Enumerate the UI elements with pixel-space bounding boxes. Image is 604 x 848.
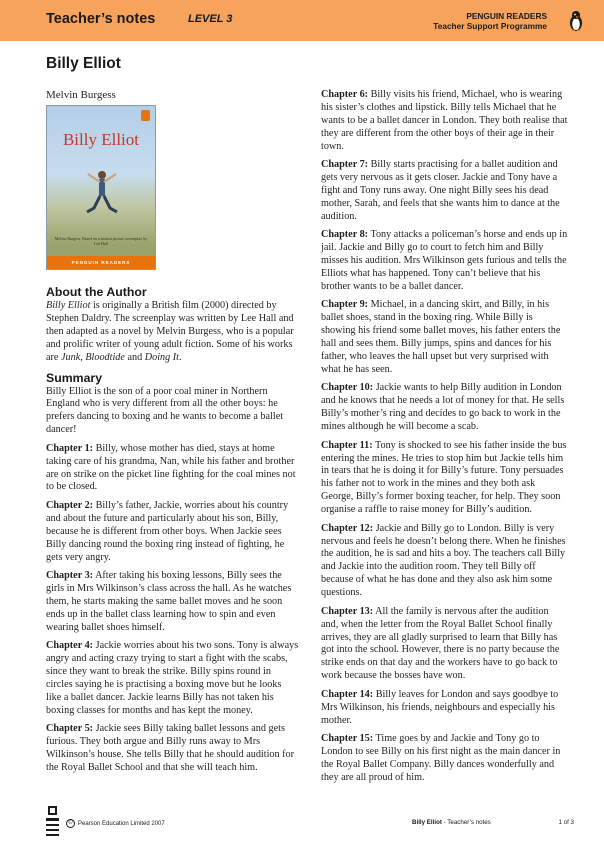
about-heading: About the Author [46,285,147,299]
chapter-label: Chapter 12: [321,522,374,534]
chapter-summary [321,229,568,294]
book-author: Melvin Burgess [46,89,116,101]
summary-intro: Billy Elliot is the son of a poor coal miner in Northern England who is very different from all the other boys: he prefers dancing to boxing and he wants to become a ballet dancer! [46,385,284,436]
header-title: Teacher’s notes [46,11,156,27]
copyright [66,819,165,828]
chapter-label: Chapter 15: [321,733,374,745]
cover-credit: Melvin Burgess. Based on a motion picture screenplay by Lee Hall [54,236,148,246]
chapter-text: Jackie and Billy go to London. Billy is very nervous and feels he doesn’t belong there. When he finishes the audition, he is sad and hits a boy. The teachers call Billy and Jackie into the audition room. They tell Billy off because of what he has done and they also ask him some questions. [321,522,566,599]
chapter-list-right [321,89,568,785]
chapter-label: Chapter 13: [321,605,374,617]
chapter-label: Chapter 7: [321,159,369,171]
cover-series-band: PENGUIN READERS [47,256,155,269]
header-level: LEVEL 3 [188,13,233,25]
chapter-text: Tony is shocked to see his father inside the bus entering the mines. He tries to stop him but Jackie tells him in tears that he is doing it for Billy’s future. Tony persuades his father not to work in the mines and they both ask George, Billy’s former boxing teacher, for help. They soon organise a raffle to raise money for Billy’s audition. [321,439,567,516]
chapter-text: Billy visits his friend, Michael, who is wearing his sister’s clothes and lipstick. Billy tells Michael that he wants to be a ballet dancer in London. They both realise that they are different from the other boys of their age in their town. [321,89,568,152]
about-film-title: Billy Elliot [46,300,91,311]
chapter-label: Chapter 3: [46,570,94,582]
page-footer [0,800,604,848]
chapter-list-left [46,443,299,775]
chapter-summary [321,733,568,785]
series-line-2: Teacher Support Programme [433,21,547,31]
chapter-text: After taking his boxing lessons, Billy sees the girls in Mrs Wilkinson’s class across the hall. As he watches them, he starts making the same ballet moves and he soon ends up in the ballet class learning how to spin and even wearing ballet shoes himself. [46,570,292,633]
chapter-text: Jackie worries about his two sons. Tony is always angry and acting crazy trying to start a fight with the scabs, since they want to break the strike. Billy spins round in circles saying he is practising a boxing move but he looks like a ballet dancer. Jackie learns Billy has not taken his boxing classes for months and has kept the money. [46,640,299,716]
chapter-summary [46,723,299,775]
chapter-label: Chapter 14: [321,688,374,700]
left-column [46,285,299,780]
page-header [0,0,604,41]
chapter-summary [321,689,568,728]
chapter-summary [321,440,568,517]
chapter-summary [321,382,568,434]
chapter-text: Billy’s father, Jackie, worries about his country and about the future and particularly about his son, Billy, because he is different from other boys. When Jackie sees Billy dancing round the boxing ring instead of fighting, he gets very angry. [46,499,289,563]
book-title: Billy Elliot [46,55,121,72]
chapter-text: Jackie wants to help Billy audition in London and he knows that he needs a lot of money for that. He sells Billy’s mother’s ring and decides to go back to work in the mines although he will become a scab. [321,382,565,433]
chapter-text: Billy, whose mother has died, stays at home taking care of his grandma, Nan, while his father and brother are on strike on the picket line fighting for the coal mines not to be closed. [46,442,296,493]
chapter-label: Chapter 1: [46,442,94,454]
chapter-summary [46,443,299,495]
chapter-label: Chapter 8: [321,229,369,241]
chapter-label: Chapter 6: [321,89,369,100]
chapter-label: Chapter 11: [321,439,373,451]
chapter-text: Time goes by and Jackie and Tony go to London to see Billy on his first night as the main dancer in the Royal Ballet Company. Billy dances wonderfully and they are all proud of him. [321,733,561,783]
chapter-summary [46,500,299,565]
pearson-logo [46,804,59,842]
chapter-label: Chapter 4: [46,640,94,652]
chapter-summary [321,299,568,376]
series-line-1: PENGUIN READERS [466,11,547,21]
penguin-icon [566,10,586,32]
chapter-text: Jackie sees Billy taking ballet lessons and gets furious. They both argue and Billy runs away to Mrs Wilkinson’s house. She tells Billy that he should audition for the Royal Ballet School and that she will teach him. [46,723,295,773]
cover-title: Billy Elliot [62,130,140,149]
chapter-text: Billy leaves for London and says goodbye to Mrs Wilkinson, his friends, neighbours and especially his mother. [321,688,559,726]
jumping-boy-image [84,168,120,216]
chapter-label: Chapter 5: [46,723,94,735]
chapter-label: Chapter 10: [321,382,374,394]
chapter-summary [46,640,299,717]
right-column [321,89,568,790]
book-cover [46,105,156,270]
chapter-summary [321,89,568,154]
chapter-text: Tony attacks a policeman’s horse and ends up in jail. Jackie and Billy go to court to fetch him and Billy misses his audition. Mrs Wilkinson gets furious and tells the Elliots what has happened. Tony can’t believe that his brother wants to be a ballet dancer. [321,229,568,292]
copyright-text: Pearson Education Limited 2007 [78,821,165,828]
chapter-label: Chapter 9: [321,299,369,311]
summary-heading: Summary [46,370,103,385]
footer-book-label [412,819,491,826]
chapter-text: Billy starts practising for a ballet audition and gets very nervous as it gets closer. Jackie and Tony have a fight and Tony runs away. One night Billy sees his dead mother, Sarah, and feels that she wants him to dance at the audition. [321,159,560,222]
series-name [433,11,547,31]
cover-penguin-logo [141,110,150,121]
chapter-text: Michael, in a dancing skirt, and Billy, in his ballet shoes, stand in the boxing ring. While Billy is showing his friend some ballet moves, his father enters the hall and sees them. Billy jumps, spins and dances for his father, who leaves the hall upset but very surprised with what he has seen. [321,299,561,375]
copyright-icon: © [66,819,75,828]
chapter-summary [321,159,568,224]
about-text: Billy Elliot is originally a British film (2000) directed by Stephen Daldry. The screenplay was written by Lee Hall and then adapted as a novel by Melvin Burgess, who is a popular and prolific writer of young adult fiction. Some of his works are Junk, Bloodtide and Doing It. [46,300,294,363]
chapter-label: Chapter 2: [46,499,94,511]
page-number: 1 of 3 [558,819,574,826]
footer-doc-label: - Teacher’s notes [441,819,491,826]
chapter-summary [321,606,568,683]
chapter-summary [46,570,299,635]
footer-book-title: Billy Elliot [412,819,442,826]
chapter-text: All the family is nervous after the audition and, when the letter from the Royal Ballet School finally arrives, they are all gladly surprised to learn that Billy has got into the school. However, there is no party because the strike ends on that day and the workers have to go back to work because the bosses have won. [321,605,560,682]
chapter-summary [321,523,568,600]
